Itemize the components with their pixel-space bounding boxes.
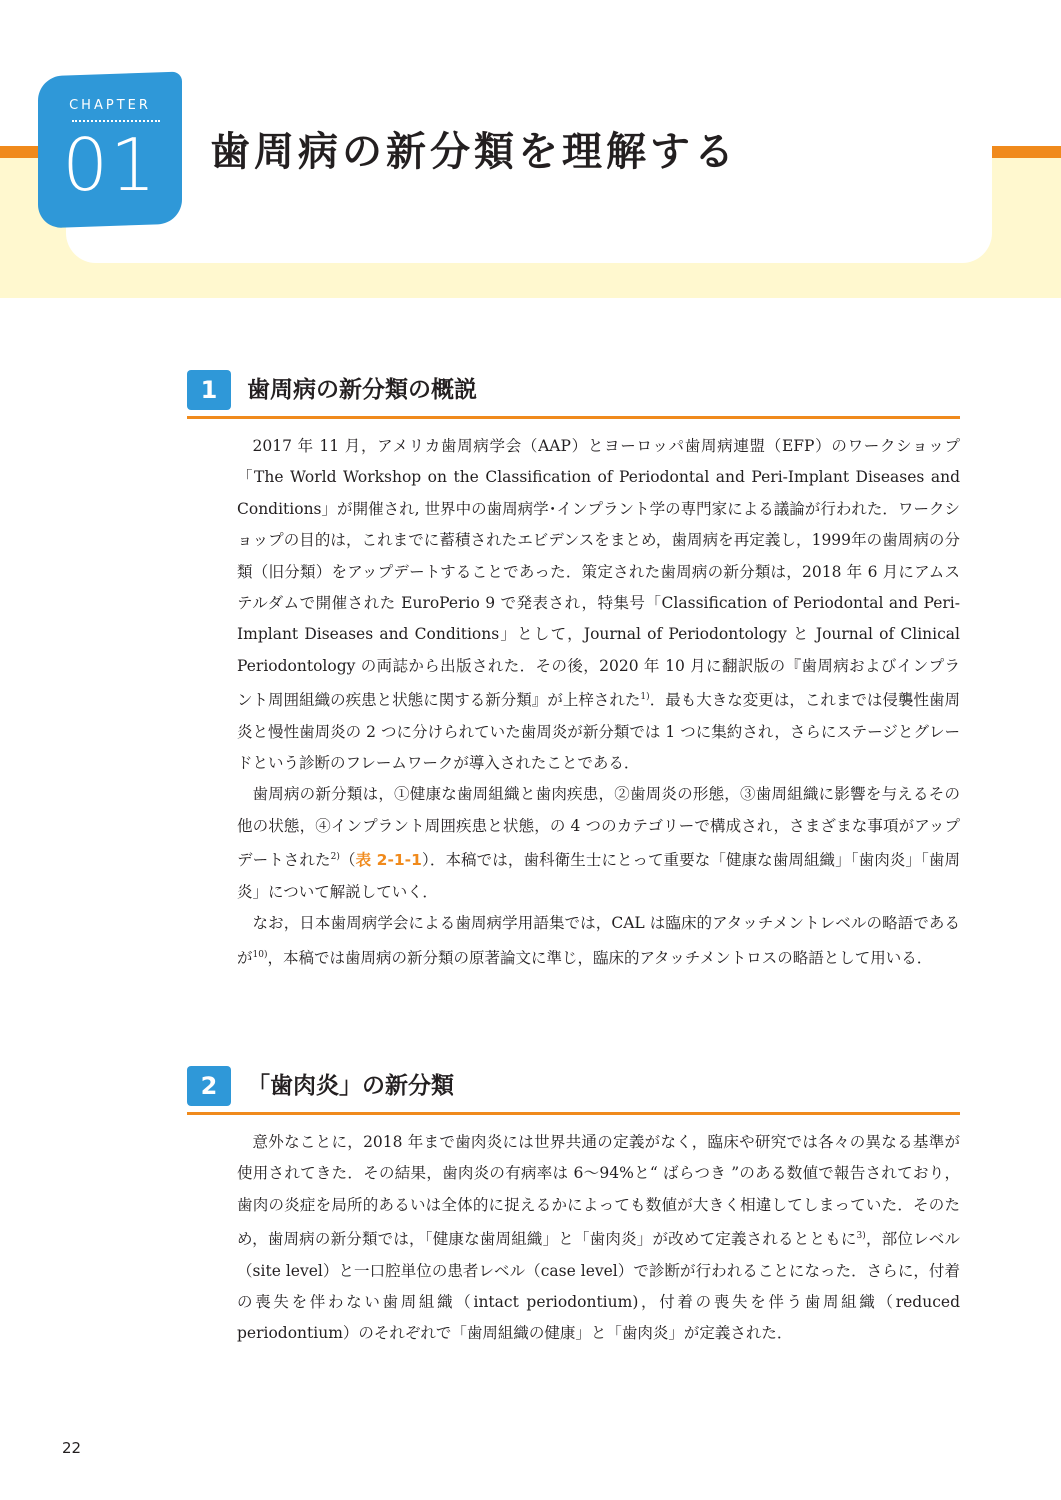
footnote-ref: 2) [330, 852, 340, 863]
section-1-body [237, 431, 960, 974]
section-2-title: 「歯肉炎」の新分類 [247, 1073, 454, 1099]
paragraph: 意外なことに，2018 年まで歯肉炎には世界共通の定義がなく，臨床や研究では各々の異なる基準が使用されてきた．その結果，歯肉炎の有病率は 6～94%と“ ばらつき ”のある数値で報告されており，歯肉の炎症を局所的あるいは全体的に捉えるかによっても数値が大きく相違してしまっていた．そのため，歯周病の新分類では，「健康な歯周組織」と「歯肉炎」が改めて定義されるとともに$^{3)}$，部位レベル（site level）と一口腔単位の患者レベル（case level）で診断が行われることになった．さらに，付着の喪失を伴わない歯周組織（intact periodontium)，付着の喪失を伴う歯周組織（reduced periodontium）のそれぞれで「歯周組織の健康」と「歯肉炎」が定義された． [237, 1133, 960, 1343]
header-orange-line-right [992, 146, 1061, 158]
section-2-number: 2 [187, 1066, 231, 1106]
section-1-title: 歯周病の新分類の概説 [247, 377, 477, 403]
section-2-body [237, 1127, 960, 1350]
section-1-number: 1 [187, 370, 231, 410]
chapter-number: 01 [62, 123, 158, 207]
footnote-ref: 3) [856, 1231, 866, 1242]
paragraph: 歯周病の新分類は，①健康な歯周組織と歯肉疾患，②歯周炎の形態，③歯周組織に影響を与えるその他の状態，④インプラント周囲疾患と状態，の 4 つのカテゴリーで構成され，さまざまな事項がアップデートされた$^{2)}$（表 2-1-1）．本稿では，歯科衛生士にとって重要な「健康な歯周組織」「歯肉炎」「歯周炎」について解説していく． [237, 785, 960, 901]
section-2-heading [187, 1066, 960, 1112]
paragraph: 2017 年 11 月，アメリカ歯周病学会（AAP）とヨーロッパ歯周病連盟（EFP）のワークショップ「The World Workshop on the Classification of Periodontal and Peri-Implant Diseases and Conditions」が開催され, 世界中の歯周病学･インプラント学の専門家による議論が行われた．ワークショップの目的は，これまでに蓄積されたエビデンスをまとめ，歯周病を再定義し，1999年の歯周病の分類（旧分類）をアップデートすることであった．策定された歯周病の新分類は，2018 年 6 月にアムステルダムで開催された EuroPerio 9 で発表され，特集号「Classification of Periodontal and Peri-Implant Diseases and Conditions」として，Journal of Periodontology と Journal of Clinical Periodontology の両誌から出版された．その後，2020 年 10 月に翻訳版の『歯周病およびインプラント周囲組織の疾患と状態に関する新分類』が上梓された$^{1)}$．最も大きな変更は，これまでは侵襲性歯周炎と慢性歯周炎の 2 つに分けられていた歯周炎が新分類では 1 つに集約され，さらにステージとグレードという診断のフレームワークが導入されたことである． [237, 437, 960, 773]
chapter-title: 歯周病の新分類を理解する [210, 129, 738, 175]
footnote-ref: 10) [252, 949, 268, 960]
chapter-label: CHAPTER [69, 98, 151, 113]
section-1-rule [187, 416, 960, 419]
section-2-rule [187, 1112, 960, 1115]
section-1-heading [187, 370, 960, 416]
footnote-ref: 1) [640, 692, 650, 703]
paragraph: なお，日本歯周病学会による歯周病学用語集では，CAL は臨床的アタッチメントレベルの略語であるが$^{10)}$，本稿では歯周病の新分類の原著論文に準じ，臨床的アタッチメントロスの略語として用いる． [237, 914, 960, 967]
page-number: 22 [62, 1439, 82, 1457]
table-reference-link: 表 2-1-1 [355, 851, 422, 870]
